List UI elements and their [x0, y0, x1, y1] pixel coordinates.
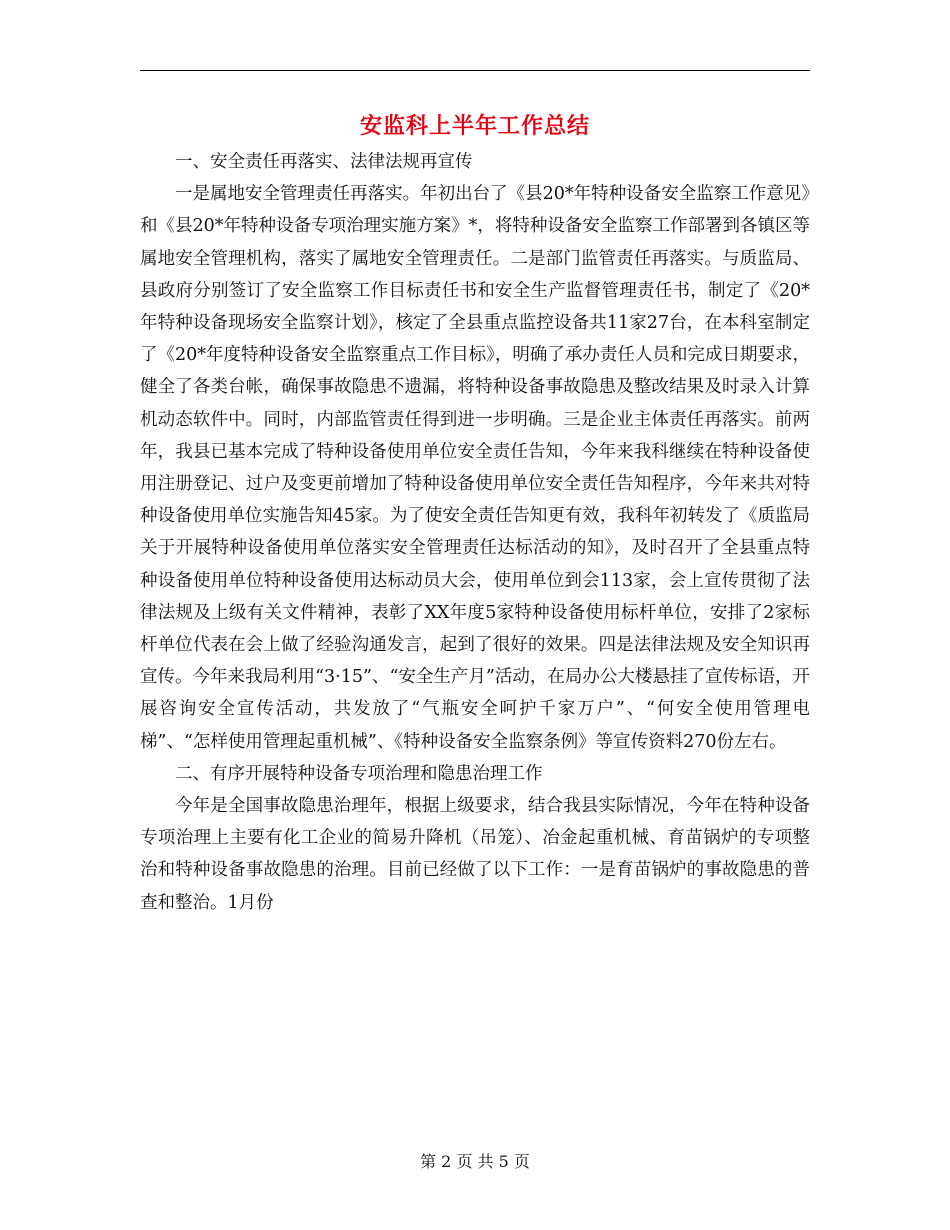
body-paragraph-2: 今年是全国事故隐患治理年，根据上级要求，结合我县实际情况，今年在特种设备专项治理上主要有化工企业的简易升降机（吊笼）、冶金起重机械、育苗锅炉的专项整治和特种设备事故隐患的治理。目前已经做了以下工作：一是育苗锅炉的事故隐患的普查和整治。1月份 [140, 796, 810, 913]
section-heading-1: 一、安全责任再落实、法律法规再宣传 [175, 152, 473, 172]
body-paragraph-1: 一是属地安全管理责任再落实。年初出台了《县20*年特种设备安全监察工作意见》和《县20*年特种设备专项治理实施方案》*，将特种设备安全监察工作部署到各镇区等属地安全管理机构，落实了属地安全管理责任。二是部门监管责任再落实。与质监局、县政府分别签订了安全监察工作目标责任书和安全生产监督管理责任书，制定了《20*年特种设备现场安全监察计划》，核定了全县重点监控设备共11家27台，在本科室制定了《20*年度特种设备安全监察重点工作目标》，明确了承办责任人员和完成日期要求，健全了各类台帐，确保事故隐患不遗漏，将特种设备事故隐患及整改结果及时录入计算机动态软件中。同时，内部监管责任得到进一步明确。三是企业主体责任再落实。前两年，我县已基本完成了特种设备使用单位安全责任告知，今年来我科继续在特种设备使用注册登记、过户及变更前增加了特种设备使用单位安全责任告知程序，今年来共对特种设备使用单位实施告知45家。为了使安全责任告知更有效，我科年初转发了《质监局关于开展特种设备使用单位落实安全管理责任达标活动的知》，及时召开了全县重点特种设备使用单位特种设备使用达标动员大会，使用单位到会113家，会上宣传贯彻了法律法规及上级有关文件精神，表彰了XX年度5家特种设备使用标杆单位，安排了2家标杆单位代表在会上做了经验沟通发言，起到了很好的效果。四是法律法规及安全知识再宣传。今年来我局利用“3·15”、“安全生产月”活动，在局办公大楼悬挂了宣传标语，开展咨询安全宣传活动，共发放了“气瓶安全呵护千家万户”、“何安全使用管理电梯”、“怎样使用管理起重机械”、《特种设备安全监察条例》等宣传资料270份左右。 [140, 184, 810, 752]
document-body [140, 146, 810, 919]
section-heading-2: 二、有序开展特种设备专项治理和隐患治理工作 [175, 763, 543, 784]
page-number-footer: 第 2 页 共 5 页 [420, 1152, 530, 1171]
document-title: 安监科上半年工作总结 [359, 113, 590, 139]
header-rule [140, 70, 810, 71]
